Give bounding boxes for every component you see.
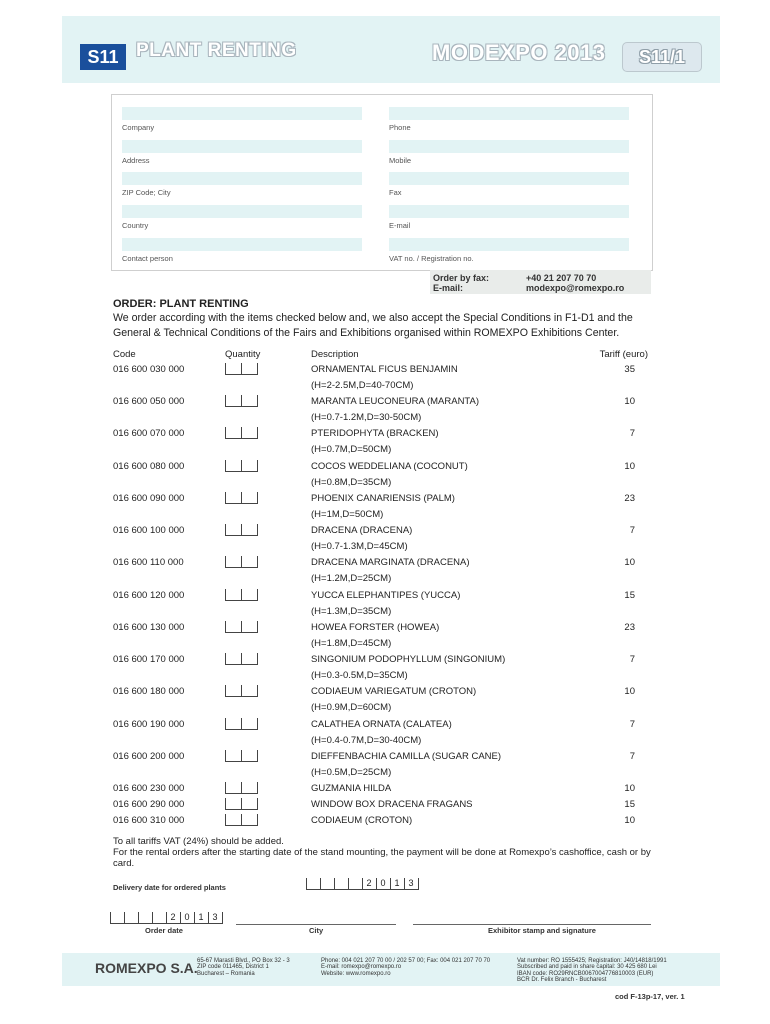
- item-tariff: 7: [629, 428, 635, 439]
- item-tariff: 10: [624, 396, 635, 407]
- page-footer: [62, 953, 720, 986]
- item-description: ORNAMENTAL FICUS BENJAMIN: [311, 364, 458, 375]
- quantity-input[interactable]: [225, 685, 257, 697]
- item-code: 016 600 130 000: [113, 622, 185, 633]
- company-brand: ROMEXPO S.A.: [95, 960, 198, 976]
- contact-details-box: Company Phone Address Mobile ZIP Code; City Fax Country E-mail Contact person VAT no. / Registration no.: [111, 94, 653, 271]
- item-code: 016 600 100 000: [113, 525, 185, 536]
- page-title: PLANT RENTING: [136, 40, 297, 61]
- item-tariff: 10: [624, 815, 635, 826]
- order-statement: We order according with the items checked below and, we also accept the Special Conditions in F1-D1 and the General & Technical Conditions of the Fairs and Exhibitions organised within ROMEXPO Exhibitions Center.: [113, 312, 633, 339]
- item-tariff: 23: [624, 493, 635, 504]
- order-date-input[interactable]: [110, 912, 222, 924]
- item-tariff: 7: [629, 525, 635, 536]
- fax-label: Order by fax:: [433, 273, 490, 283]
- city-label: City: [309, 926, 324, 935]
- payment-note: For the rental orders after the starting date of the stand mounting, the payment will be done at Romexpo’s cashoffice, cash or by card.: [113, 847, 651, 869]
- order-year-digit: 3: [212, 912, 218, 922]
- item-code: 016 600 170 000: [113, 654, 185, 665]
- footer-address: 65-67 Marasti Blvd., PO Box 32 - 3 ZIP code 011465, District 1 Bucharest – Romania: [197, 958, 290, 977]
- form-version: cod F-13p-17, ver. 1: [615, 992, 685, 1001]
- item-description: MARANTA LEUCONEURA (MARANTA): [311, 396, 480, 407]
- form-code: S11/1: [622, 42, 702, 72]
- stamp-signature-line[interactable]: [413, 924, 651, 925]
- item-description: YUCCA ELEPHANTIPES (YUCCA): [311, 590, 461, 601]
- item-dimensions: (H=0.3-0.5M,D=35CM): [311, 670, 408, 681]
- quantity-input[interactable]: [225, 653, 257, 665]
- delivery-year-digit: 3: [408, 878, 414, 888]
- item-tariff: 10: [624, 783, 635, 794]
- quantity-input[interactable]: [225, 460, 257, 472]
- delivery-year-digit: 2: [366, 878, 372, 888]
- item-code: 016 600 120 000: [113, 590, 185, 601]
- item-tariff: 15: [624, 799, 635, 810]
- item-description: WINDOW BOX DRACENA FRAGANS: [311, 799, 473, 810]
- item-description: DRACENA (DRACENA): [311, 525, 413, 536]
- footer-contact: Phone: 004 021 207 70 00 / 202 57 00; Fax: 004 021 207 70 70 E-mail: romexpo@romexpo.ro Website: www.romexpo.ro: [321, 958, 491, 977]
- item-code: 016 600 290 000: [113, 799, 185, 810]
- order-title: ORDER: PLANT RENTING: [113, 298, 249, 310]
- quantity-input[interactable]: [225, 589, 257, 601]
- item-description: CODIAEUM VARIEGATUM (CROTON): [311, 686, 477, 697]
- item-dimensions: (H=1M,D=50CM): [311, 509, 384, 520]
- item-description: CODIAEUM (CROTON): [311, 815, 413, 826]
- quantity-input[interactable]: [225, 718, 257, 730]
- event-title: MODEXPO 2013: [432, 40, 606, 65]
- quantity-input[interactable]: [225, 363, 257, 375]
- delivery-date-input[interactable]: [306, 878, 418, 890]
- order-year-digit: 0: [184, 912, 190, 922]
- vat-note: To all tariffs VAT (24%) should be added.: [113, 836, 284, 847]
- footer-bank-details: Vat number: RO 1555425; Registration: J40/14818/1991 Subscribed and paid in share capital: 30 425 680 Lei IBAN code: RO29RNCB0067004776810003 (EUR) BCR Dr. Felix Branch - Bucharest: [517, 958, 667, 984]
- item-tariff: 10: [624, 557, 635, 568]
- delivery-year-digit: 1: [394, 878, 400, 888]
- item-tariff: 10: [624, 461, 635, 472]
- item-description: DRACENA MARGINATA (DRACENA): [311, 557, 470, 568]
- quantity-input[interactable]: [225, 750, 257, 762]
- item-description: PTERIDOPHYTA (BRACKEN): [311, 428, 439, 439]
- item-description: HOWEA FORSTER (HOWEA): [311, 622, 440, 633]
- item-description: PHOENIX CANARIENSIS (PALM): [311, 493, 455, 504]
- item-description: CALATHEA ORNATA (CALATEA): [311, 719, 452, 730]
- item-description: COCOS WEDDELIANA (COCONUT): [311, 461, 468, 472]
- quantity-input[interactable]: [225, 782, 257, 794]
- item-code: 016 600 180 000: [113, 686, 185, 697]
- page-header: [62, 16, 720, 83]
- item-tariff: 7: [629, 654, 635, 665]
- item-dimensions: (H=1.3M,D=35CM): [311, 606, 392, 617]
- stamp-signature-label: Exhibitor stamp and signature: [488, 926, 596, 935]
- order-year-digit: 2: [170, 912, 176, 922]
- quantity-input[interactable]: [225, 492, 257, 504]
- item-dimensions: (H=0.8M,D=35CM): [311, 477, 392, 488]
- item-code: 016 600 050 000: [113, 396, 185, 407]
- item-description: GUZMANIA HILDA: [311, 783, 392, 794]
- item-dimensions: (H=1.2M,D=25CM): [311, 573, 392, 584]
- quantity-input[interactable]: [225, 427, 257, 439]
- item-tariff: 23: [624, 622, 635, 633]
- item-code: 016 600 200 000: [113, 751, 185, 762]
- quantity-input[interactable]: [225, 814, 257, 826]
- item-dimensions: (H=0.7-1.2M,D=30-50CM): [311, 412, 422, 423]
- order-by-box: [430, 270, 651, 294]
- quantity-input[interactable]: [225, 556, 257, 568]
- quantity-input[interactable]: [225, 621, 257, 633]
- quantity-column-header: Quantity: [225, 349, 261, 360]
- item-tariff: 10: [624, 686, 635, 697]
- item-dimensions: (H=0.4-0.7M,D=30-40CM): [311, 735, 422, 746]
- delivery-year-digit: 0: [380, 878, 386, 888]
- item-dimensions: (H=0.9M,D=60CM): [311, 702, 392, 713]
- item-code: 016 600 070 000: [113, 428, 185, 439]
- tariff-column-header: Tariff (euro): [599, 349, 648, 360]
- quantity-input[interactable]: [225, 524, 257, 536]
- item-description: SINGONIUM PODOPHYLLUM (SINGONIUM): [311, 654, 506, 665]
- item-dimensions: (H=1.8M,D=45CM): [311, 638, 392, 649]
- item-tariff: 7: [629, 751, 635, 762]
- code-column-header: Code: [113, 349, 136, 360]
- item-dimensions: (H=0.7M,D=50CM): [311, 444, 392, 455]
- item-code: 016 600 030 000: [113, 364, 185, 375]
- delivery-date-label: Delivery date for ordered plants: [113, 883, 226, 892]
- item-code: 016 600 310 000: [113, 815, 185, 826]
- item-code: 016 600 190 000: [113, 719, 185, 730]
- city-line[interactable]: [236, 924, 396, 925]
- email-label: E-mail:: [433, 283, 464, 293]
- item-description: DIEFFENBACHIA CAMILLA (SUGAR CANE): [311, 751, 502, 762]
- item-tariff: 15: [624, 590, 635, 601]
- order-date-label: Order date: [145, 926, 183, 935]
- item-code: 016 600 080 000: [113, 461, 185, 472]
- item-code: 016 600 090 000: [113, 493, 185, 504]
- item-code: 016 600 110 000: [113, 557, 184, 568]
- item-dimensions: (H=2-2.5M,D=40-70CM): [311, 380, 414, 391]
- item-dimensions: (H=0.7-1.3M,D=45CM): [311, 541, 408, 552]
- quantity-input[interactable]: [225, 798, 257, 810]
- section-badge: S11: [80, 44, 126, 70]
- item-tariff: 7: [629, 719, 635, 730]
- notes: [113, 836, 658, 869]
- item-tariff: 35: [624, 364, 635, 375]
- quantity-input[interactable]: [225, 395, 257, 407]
- email-address: modexpo@romexpo.ro: [526, 283, 625, 293]
- order-year-digit: 1: [198, 912, 204, 922]
- item-code: 016 600 230 000: [113, 783, 185, 794]
- fax-number: +40 21 207 70 70: [526, 273, 597, 283]
- description-column-header: Description: [311, 349, 359, 360]
- item-dimensions: (H=0.5M,D=25CM): [311, 767, 392, 778]
